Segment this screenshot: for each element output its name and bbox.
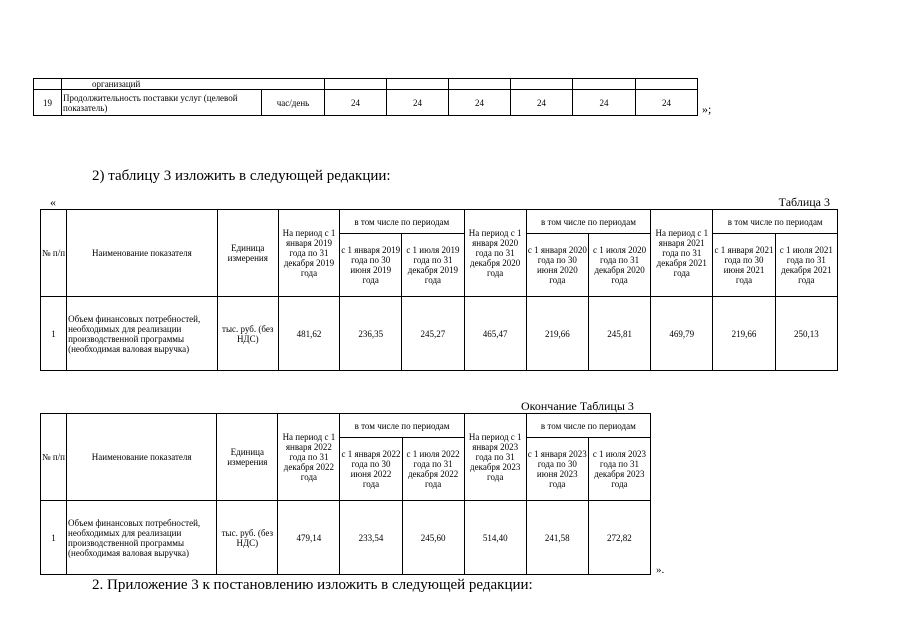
value-cell: 24: [636, 90, 698, 116]
value-cell: 236,35: [340, 297, 402, 371]
head-num: № п/п: [41, 414, 67, 501]
row-name: Продолжительность поставки услуг (целевой показатель): [62, 90, 262, 116]
closing-quote: »;: [702, 102, 712, 116]
open-quote: «: [50, 195, 56, 209]
value-cell: 24: [511, 90, 573, 116]
value-cell: 245,81: [588, 297, 650, 371]
head-name: Наименование показателя: [67, 414, 217, 501]
row-prev-label: организаций: [62, 79, 325, 90]
top-table: [33, 78, 698, 116]
head-incl: в том числе по периодам: [526, 210, 650, 234]
row-name: Объем финансовых потребностей, необходимых для реализации производственной программы (необходимая валовая выручка): [67, 501, 217, 575]
head-period-2021: На период с 1 января 2021 года по 31 декабря 2021 года: [651, 210, 713, 297]
table3-end-title: Окончание Таблицы 3: [521, 399, 634, 413]
row-unit: тыс. руб. (без НДС): [217, 501, 278, 575]
row-number: 1: [41, 297, 67, 371]
value-cell: 481,62: [278, 297, 339, 371]
head-period-2020: На период с 1 января 2020 года по 31 декабря 2020 года: [464, 210, 526, 297]
value-cell: 250,13: [775, 297, 837, 371]
value-cell: 479,14: [278, 501, 340, 575]
value-cell: 24: [387, 90, 449, 116]
head-half-2019a: с 1 января 2019 года по 30 июня 2019 года: [340, 234, 402, 297]
value-cell: 514,40: [464, 501, 526, 575]
head-half-2022b: с 1 июля 2022 года по 31 декабря 2022 года: [402, 438, 464, 501]
head-incl: в том числе по периодам: [526, 414, 650, 438]
value-cell: 24: [573, 90, 636, 116]
value-cell: 219,66: [713, 297, 775, 371]
head-unit: Единица измерения: [217, 414, 278, 501]
value-cell: 272,82: [588, 501, 650, 575]
row-unit: тыс. руб. (без НДС): [217, 297, 278, 371]
head-half-2023a: с 1 января 2023 года по 30 июня 2023 года: [526, 438, 588, 501]
value-cell: 241,58: [526, 501, 588, 575]
head-half-2021b: с 1 июля 2021 года по 31 декабря 2021 года: [775, 234, 837, 297]
row-unit: час/день: [262, 90, 325, 116]
head-half-2020a: с 1 января 2020 года по 30 июня 2020 года: [526, 234, 588, 297]
value-cell: 24: [449, 90, 511, 116]
head-incl: в том числе по периодам: [340, 414, 464, 438]
paragraph-table3: 2) таблицу 3 изложить в следующей редакции:: [92, 168, 391, 184]
value-cell: 24: [325, 90, 387, 116]
head-half-2019b: с 1 июля 2019 года по 31 декабря 2019 года: [402, 234, 464, 297]
value-cell: 233,54: [340, 501, 402, 575]
head-period-2019: На период с 1 января 2019 года по 31 декабря 2019 года: [278, 210, 339, 297]
head-half-2023b: с 1 июля 2023 года по 31 декабря 2023 года: [588, 438, 650, 501]
value-cell: 245,60: [402, 501, 464, 575]
head-period-2022: На период с 1 января 2022 года по 31 декабря 2022 года: [278, 414, 340, 501]
head-incl: в том числе по периодам: [713, 210, 838, 234]
head-half-2021a: с 1 января 2021 года по 30 июня 2021 года: [713, 234, 775, 297]
head-period-2023: На период с 1 января 2023 года по 31 декабря 2023 года: [464, 414, 526, 501]
table3: [40, 209, 838, 371]
head-half-2020b: с 1 июля 2020 года по 31 декабря 2020 года: [588, 234, 650, 297]
value-cell: 219,66: [526, 297, 588, 371]
head-name: Наименование показателя: [67, 210, 218, 297]
table3-end: [40, 413, 651, 575]
value-cell: 469,79: [651, 297, 713, 371]
value-cell: 465,47: [464, 297, 526, 371]
closing-quote: ».: [656, 564, 665, 576]
head-incl: в том числе по периодам: [340, 210, 464, 234]
row-name: Объем финансовых потребностей, необходимых для реализации производственной программы (необходимая валовая выручка): [67, 297, 218, 371]
value-cell: 245,27: [402, 297, 464, 371]
row-number: 19: [34, 90, 62, 116]
row-number: 1: [41, 501, 67, 575]
head-unit: Единица измерения: [217, 210, 278, 297]
table3-title: Таблица 3: [778, 195, 830, 209]
head-half-2022a: с 1 января 2022 года по 30 июня 2022 года: [340, 438, 402, 501]
head-num: № п/п: [41, 210, 67, 297]
paragraph-appendix3: 2. Приложение 3 к постановлению изложить в следующей редакции:: [92, 577, 533, 593]
